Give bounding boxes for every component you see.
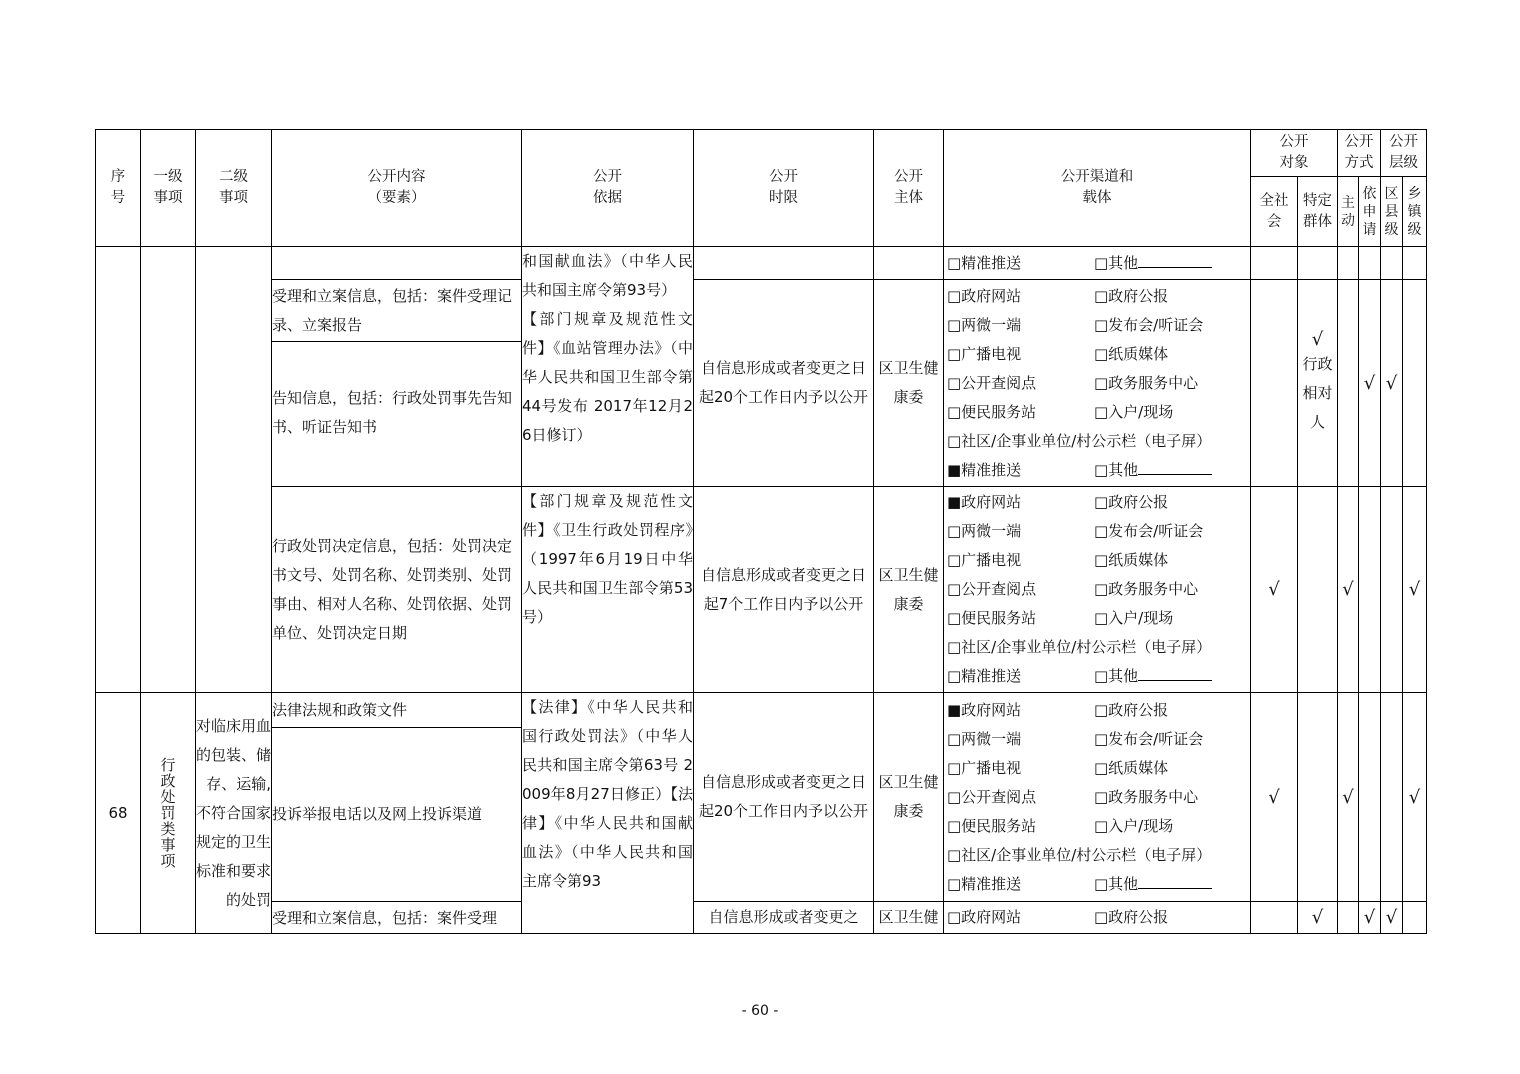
- basis-penalty-procedure: 【部门规章及规范性文件】《卫生行政处罚程序》（1997年6月19日中华人民共和国卫生部令第53号）: [522, 487, 694, 693]
- channel-reading-point: □公开查阅点: [947, 373, 1037, 392]
- header-level2: 二级事项: [196, 130, 272, 247]
- header-channel: 公开渠道和载体: [944, 130, 1251, 247]
- header-method: 公开方式: [1338, 130, 1381, 177]
- page-number: - 60 -: [741, 1003, 779, 1019]
- channel-press-hearing: □发布会/听证会: [1094, 729, 1204, 748]
- channel-wechat-weibo: □两微一端: [947, 729, 1022, 748]
- content-laws: 法律法规和政策文件: [272, 693, 522, 728]
- header-level-town: 乡镇级: [1403, 177, 1427, 247]
- channel-press-hearing: □发布会/听证会: [1094, 315, 1204, 334]
- channel-press-hearing: □发布会/听证会: [1094, 522, 1204, 540]
- header-time-limit: 公开时限: [694, 130, 874, 247]
- channel-precise-push: □精准推送: [947, 253, 1022, 272]
- channel-precise-push: □精准推送: [947, 874, 1022, 893]
- channel-broadcast: □广播电视: [947, 344, 1022, 363]
- channel-cell-2: [944, 487, 1251, 693]
- active-check-2: √: [1338, 487, 1359, 693]
- channel-precise-push: □精准推送: [947, 667, 1022, 685]
- subject-3: 区卫生健康委: [874, 693, 944, 902]
- specific-group-check: √: [1311, 329, 1324, 350]
- channel-door-to-door: □入户/现场: [1094, 609, 1174, 627]
- channel-paper-media: □纸质媒体: [1094, 758, 1169, 777]
- all-society-check-3: √: [1251, 693, 1298, 902]
- channel-door-to-door: □入户/现场: [1094, 402, 1174, 421]
- seq-cell-cont: [96, 247, 141, 693]
- header-object: 公开对象: [1251, 130, 1338, 177]
- channel-gov-website: □政府网站: [947, 908, 1022, 926]
- header-object-specific: 特定群体: [1298, 177, 1338, 247]
- content-notice: 告知信息，包括：行政处罚事先告知书、听证告知书: [272, 342, 522, 487]
- subject-cell-empty: [874, 247, 944, 280]
- channel-reading-point: □公开查阅点: [947, 580, 1037, 598]
- time-limit-3: 自信息形成或者变更之日起20个工作日内予以公开: [694, 693, 874, 902]
- seq-68: 68: [96, 693, 141, 934]
- channel-service-center: □政务服务中心: [1094, 373, 1199, 392]
- channel-service-center: □政务服务中心: [1094, 580, 1199, 598]
- channel-door-to-door: □入户/现场: [1094, 816, 1174, 835]
- header-level1: 一级事项: [141, 130, 196, 247]
- level1-cell-cont: [141, 247, 196, 693]
- header-seq: 序号: [96, 130, 141, 247]
- basis-cell-1: [522, 247, 694, 487]
- channel-bulletin-board: □社区/企事业单位/村公示栏（电子屏）: [947, 431, 1212, 450]
- header-content: 公开内容（要素）: [272, 130, 522, 247]
- header-level-county: 区县级: [1381, 177, 1403, 247]
- channel-convenience-station: □便民服务站: [947, 609, 1037, 627]
- subject-2: 区卫生健康委: [874, 487, 944, 693]
- request-check-4: √: [1359, 902, 1381, 934]
- header-method-active: 主动: [1338, 177, 1359, 247]
- channel-broadcast: □广播电视: [947, 758, 1022, 777]
- level2-cell-cont: [196, 247, 272, 693]
- channel-cell-0: [944, 247, 1251, 280]
- town-check-2: √: [1403, 487, 1427, 693]
- county-check-1: √: [1381, 280, 1403, 487]
- channel-other: □其他: [1094, 456, 1250, 485]
- basis-text-blood-station: 【部门规章及规范性文件】《血站管理办法》（中华人民共和国卫生部令第44号发布 2017年12月26日修订）: [522, 310, 693, 444]
- channel-cell-4: [944, 902, 1251, 934]
- channel-bulletin-board: □社区/企事业单位/村公示栏（电子屏）: [947, 845, 1212, 864]
- channel-precise-push: ■精准推送: [947, 460, 1022, 479]
- channel-paper-media: □纸质媒体: [1094, 344, 1169, 363]
- specific-check-4: √: [1298, 902, 1338, 934]
- content-penalty-decision: 行政处罚决定信息，包括：处罚决定书文号、处罚名称、处罚类别、处罚事由、相对人名称、处罚依据、处罚单位、处罚决定日期: [272, 487, 522, 693]
- all-society-check-2: √: [1251, 487, 1298, 693]
- channel-other: □其他: [1094, 870, 1250, 899]
- content-complaint-channels: 投诉举报电话以及网上投诉渠道: [272, 728, 522, 902]
- channel-bulletin-board: □社区/企事业单位/村公示栏（电子屏）: [947, 638, 1212, 656]
- level2-blood-packaging: 对临床用血的包装、储存、运输,不符合国家规定的卫生标准和要求的处罚: [196, 693, 272, 934]
- channel-gov-gazette: □政府公报: [1094, 493, 1169, 511]
- channel-other: □其他: [1094, 249, 1250, 278]
- channel-gov-website: ■政府网站: [947, 493, 1022, 511]
- specific-group-text: 行政相对人: [1302, 355, 1333, 431]
- channel-gov-website: □政府网站: [947, 286, 1022, 305]
- active-check-3: √: [1338, 693, 1359, 902]
- channel-paper-media: □纸质媒体: [1094, 551, 1169, 569]
- header-subject: 公开主体: [874, 130, 944, 247]
- channel-service-center: □政务服务中心: [1094, 787, 1199, 806]
- channel-gov-gazette: □政府公报: [1094, 700, 1169, 719]
- time-limit-1: 自信息形成或者变更之日起20个工作日内予以公开: [694, 280, 874, 487]
- subject-4: 区卫生健: [874, 902, 944, 934]
- channel-other: □其他: [1094, 662, 1250, 691]
- content-acceptance: 受理和立案信息，包括：案件受理记录、立案报告: [272, 280, 522, 342]
- header-basis: 公开依据: [522, 130, 694, 247]
- county-check-4: √: [1381, 902, 1403, 934]
- channel-wechat-weibo: □两微一端: [947, 315, 1022, 334]
- disclosure-table: [95, 129, 1427, 934]
- basis-text-cont: 和国献血法》（中华人民共和国主席令第93号）: [522, 252, 693, 299]
- time-limit-2: 自信息形成或者变更之日起7个工作日内予以公开: [694, 487, 874, 693]
- header-method-request: 依申请: [1359, 177, 1381, 247]
- channel-wechat-weibo: □两微一端: [947, 522, 1022, 540]
- request-check-1: √: [1359, 280, 1381, 487]
- subject-1: 区卫生健康委: [874, 280, 944, 487]
- content-cell-empty: [272, 247, 522, 280]
- channel-convenience-station: □便民服务站: [947, 816, 1037, 835]
- channel-broadcast: □广播电视: [947, 551, 1022, 569]
- channel-convenience-station: □便民服务站: [947, 402, 1037, 421]
- channel-gov-gazette: □政府公报: [1094, 908, 1169, 926]
- channel-cell-1: [944, 280, 1251, 487]
- level1-penalty-category: 行政处罚类事项: [141, 693, 196, 934]
- town-check-3: √: [1403, 693, 1427, 902]
- basis-68: 【法律】《中华人民共和国行政处罚法》（中华人民共和国主席令第63号 2009年8月27日修正）【法律】《中华人民共和国献血法》（中华人民共和国主席令第93: [522, 693, 694, 934]
- channel-gov-website: ■政府网站: [947, 700, 1022, 719]
- time-limit-4: 自信息形成或者变更之: [694, 902, 874, 934]
- channel-cell-3: [944, 693, 1251, 902]
- content-acceptance-2: 受理和立案信息，包括：案件受理: [272, 902, 522, 934]
- header-level: 公开层级: [1381, 130, 1427, 177]
- header-object-all: 全社会: [1251, 177, 1298, 247]
- specific-group-cell: [1298, 280, 1338, 487]
- channel-gov-gazette: □政府公报: [1094, 286, 1169, 305]
- time-cell-empty: [694, 247, 874, 280]
- channel-reading-point: □公开查阅点: [947, 787, 1037, 806]
